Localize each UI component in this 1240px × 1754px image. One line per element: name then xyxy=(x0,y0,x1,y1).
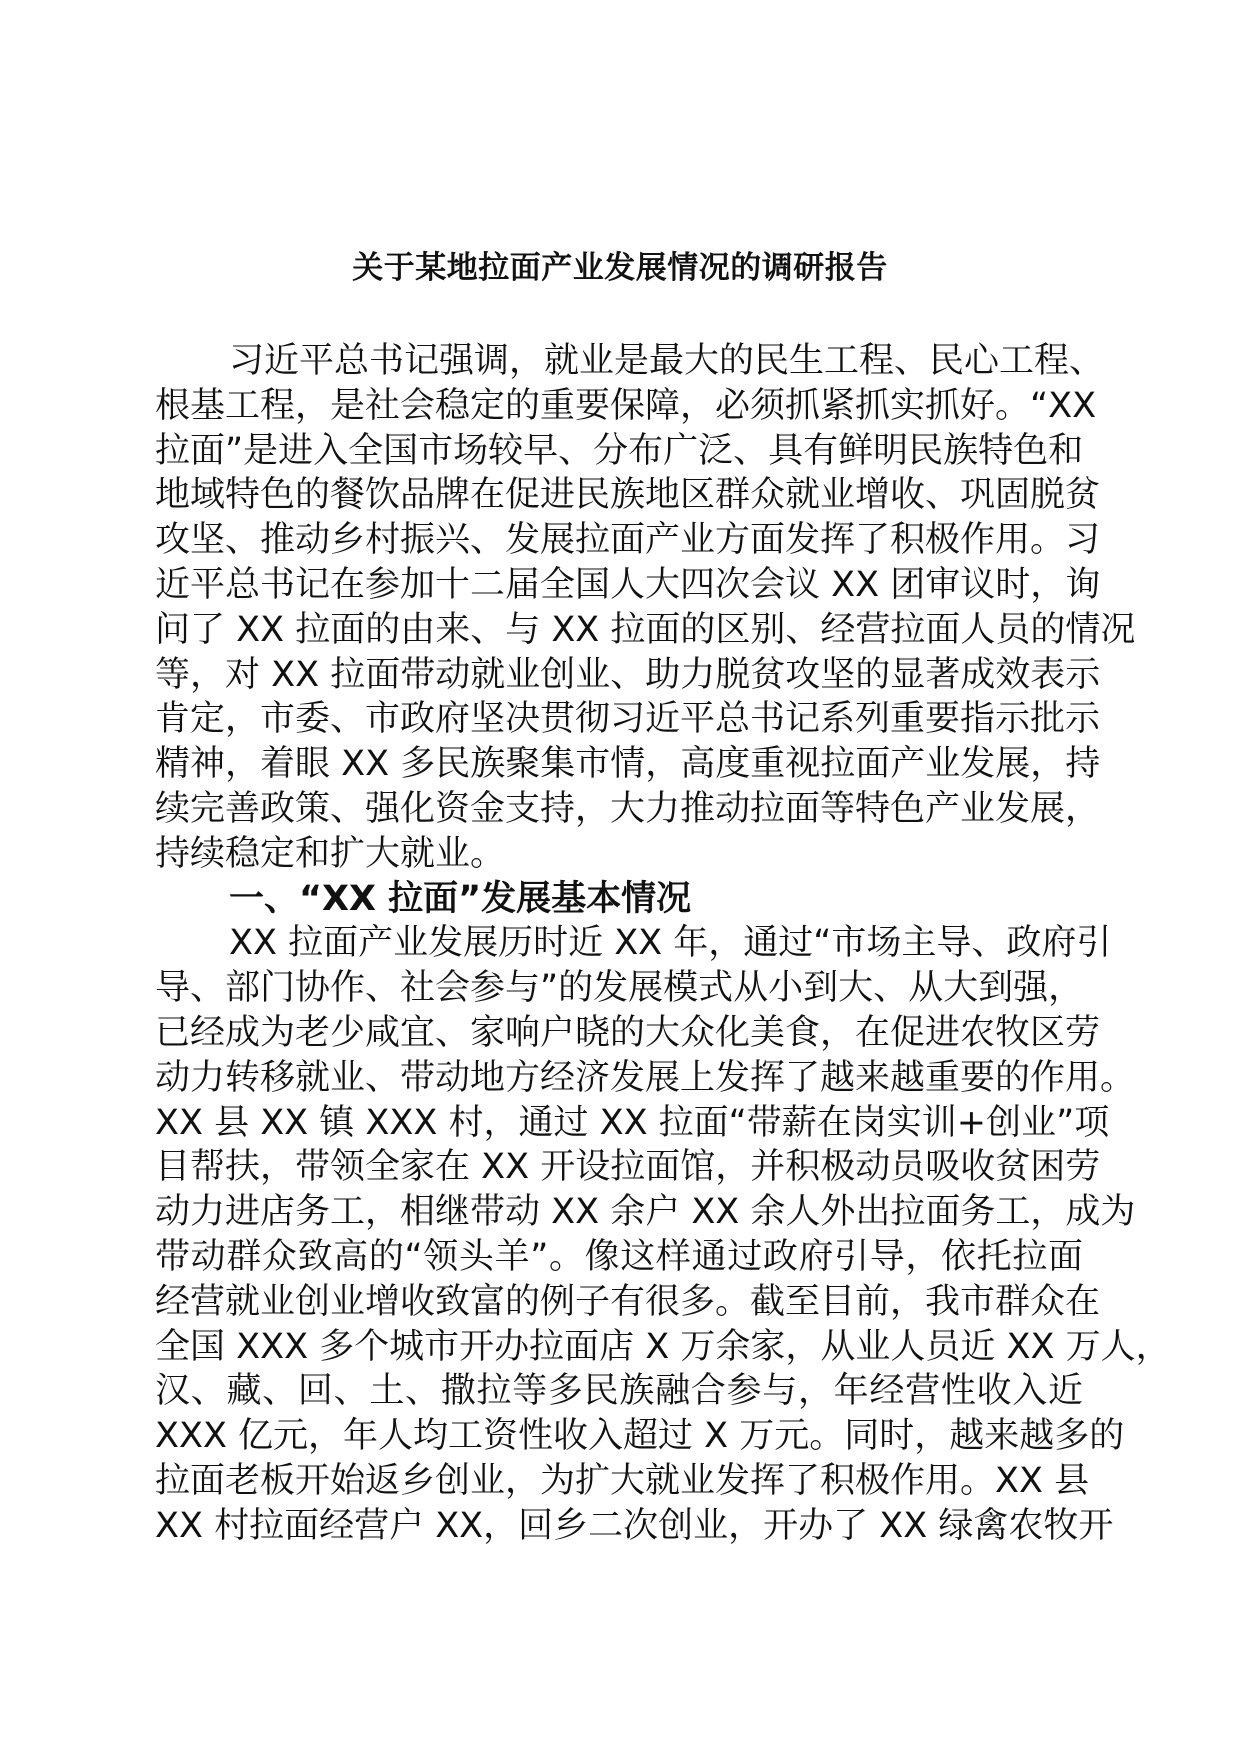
text-line: 拉面”是进入全国市场较早、分布广泛、具有鲜明民族特色和 xyxy=(155,430,1084,471)
text-line: 肯定，市委、市政府坚决贯彻习近平总书记系列重要指示批示 xyxy=(155,699,1101,740)
text-line: XX 拉面产业发展历时近 XX 年，通过“市场主导、政府引 xyxy=(229,923,1112,964)
text-line: 拉面老板开始返乡创业，为扩大就业发挥了积极作用。XX 县 xyxy=(155,1460,1090,1501)
text-line: 全国 XXX 多个城市开办拉面店 X 万余家，从业人员近 XX 万人， xyxy=(155,1326,1171,1367)
text-line: 习近平总书记强调，就业是最大的民生工程、民心工程、 xyxy=(229,341,1105,381)
text-line: XXX 亿元，年人均工资性收入超过 X 万元。同时，越来越多的 xyxy=(155,1416,1125,1457)
text-line: 地域特色的餐饮品牌在促进民族地区群众就业增收、巩固脱贫 xyxy=(155,475,1101,516)
text-line: 近平总书记在参加十二届全国人大四次会议 XX 团审议时，询 xyxy=(155,564,1101,605)
section-heading: 一、“XX 拉面”发展基本情况 xyxy=(229,878,692,919)
document-title: 关于某地拉面产业发展情况的调研报告 xyxy=(352,250,888,286)
text-line: 续完善政策、强化资金支持，大力推动拉面等特色产业发展， xyxy=(155,788,1101,829)
text-line: 精神，着眼 XX 多民族聚集市情，高度重视拉面产业发展，持 xyxy=(155,744,1101,785)
paragraph-intro xyxy=(155,339,1136,877)
text-line: 汉、藏、回、土、撒拉等多民族融合参与，年经营性收入近 xyxy=(155,1371,1083,1412)
text-line: 目帮扶，带领全家在 XX 开设拉面馆，并积极动员吸收贫困劳 xyxy=(155,1147,1101,1188)
text-line: 动力进店务工，相继带动 XX 余户 XX 余人外出拉面务工，成为 xyxy=(155,1192,1136,1233)
document-body xyxy=(155,339,1171,1549)
text-line: XX 县 XX 镇 XXX 村，通过 XX 拉面“带薪在岗实训+创业”项 xyxy=(155,1102,1110,1143)
text-line: 已经成为老少咸宜、家响户晓的大众化美食，在促进农牧区劳 xyxy=(155,1012,1101,1053)
text-line: 导、部门协作、社会参与”的发展模式从小到大、从大到强， xyxy=(155,968,1084,1009)
text-line: 经营就业创业增收致富的例子有很多。截至目前，我市群众在 xyxy=(155,1281,1101,1322)
text-line: 持续稳定和扩大就业。 xyxy=(155,833,506,874)
text-line: 带动群众致高的“领头羊”。像这样通过政府引导，依托拉面 xyxy=(155,1236,1083,1277)
text-line: XX 村拉面经营户 XX，回乡二次创业，开办了 XX 绿禽农牧开 xyxy=(155,1505,1114,1546)
text-line: 攻坚、推动乡村振兴、发展拉面产业方面发挥了积极作用。习 xyxy=(155,520,1101,561)
text-line: 根基工程，是社会稳定的重要保障，必须抓紧抓实抓好。“XX xyxy=(155,385,1097,426)
text-line: 动力转移就业、带动地方经济发展上发挥了越来越重要的作用。 xyxy=(155,1057,1136,1098)
paragraph-section-1 xyxy=(155,921,1171,1548)
text-line: 等，对 XX 拉面带动就业创业、助力脱贫攻坚的显著成效表示 xyxy=(155,654,1101,695)
text-line: 问了 XX 拉面的由来、与 XX 拉面的区别、经营拉面人员的情况 xyxy=(155,609,1136,650)
